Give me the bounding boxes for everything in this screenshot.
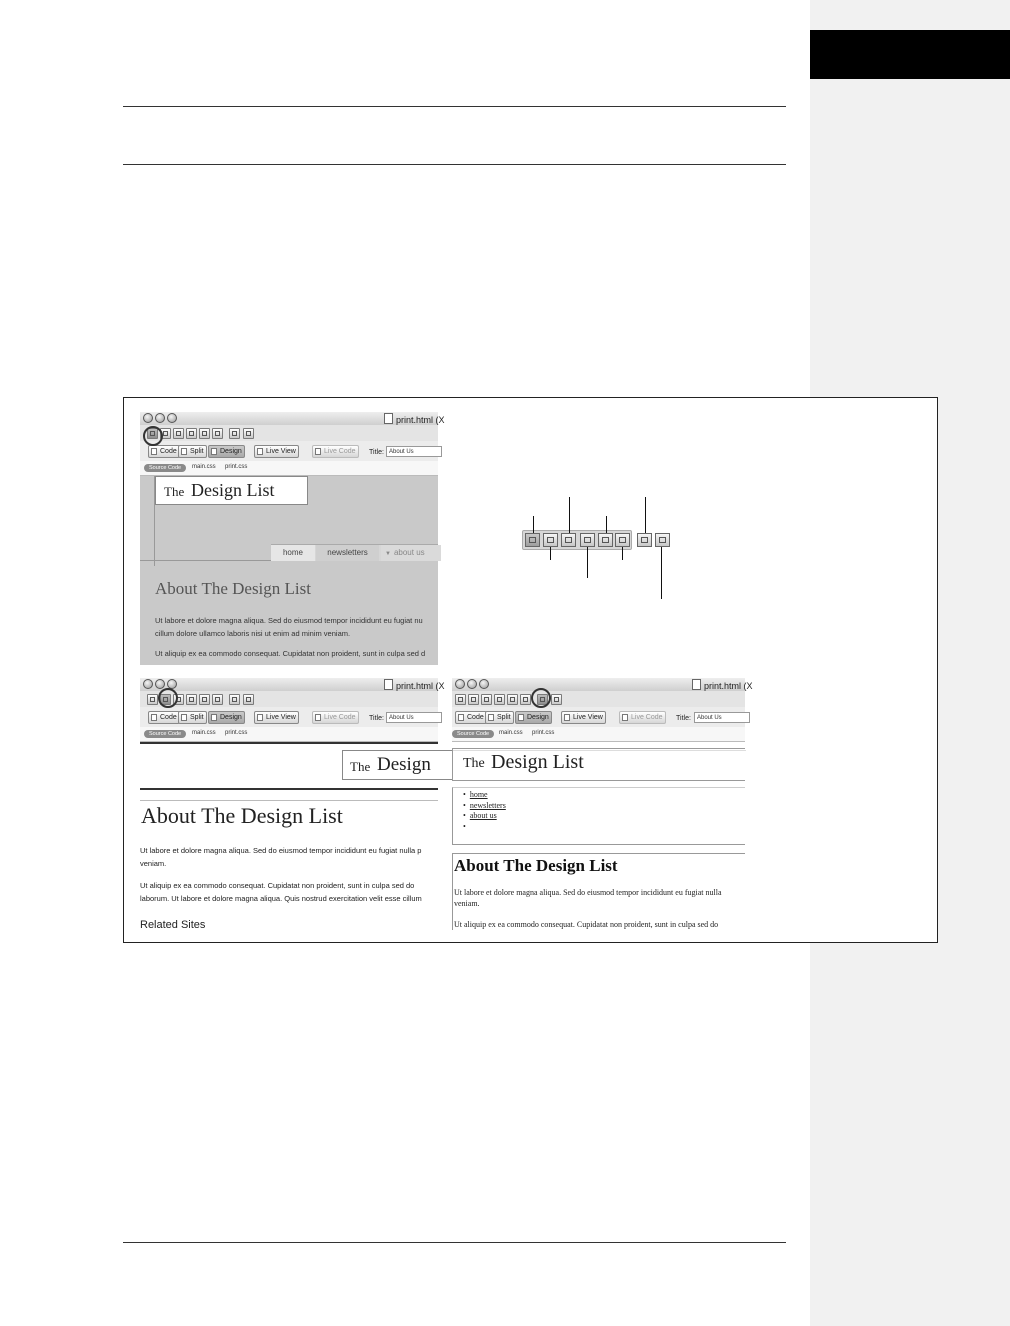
- toolbar-btn-4[interactable]: [186, 428, 197, 439]
- view-bar: [452, 707, 745, 728]
- close-light-icon[interactable]: [455, 679, 465, 689]
- live-view-button[interactable]: Live View: [254, 711, 299, 724]
- paragraph-2: Ut aliquip ex ea commodo consequat. Cupidatat non proident, sunt in culpa sed do: [140, 881, 415, 890]
- site-logo: [155, 476, 308, 505]
- chevron-down-icon: ▼: [385, 551, 391, 557]
- page-heading: About The Design List: [454, 856, 618, 875]
- nav-newsletters[interactable]: newsletters: [316, 545, 379, 561]
- leader-line-5: [606, 516, 607, 533]
- zoom-light-icon[interactable]: [167, 413, 177, 423]
- related-files-bar: [140, 727, 438, 742]
- split-button[interactable]: Split: [178, 445, 207, 458]
- live-code-button[interactable]: Live Code: [312, 711, 359, 724]
- nav-bar: [271, 544, 438, 561]
- toolbar-btn-2[interactable]: [468, 694, 479, 705]
- callout-btn-5[interactable]: [598, 533, 613, 547]
- toolbar-btn-5[interactable]: [199, 428, 210, 439]
- design-canvas: [140, 476, 438, 665]
- title-field[interactable]: About Us: [694, 712, 750, 723]
- title-bar: [140, 412, 445, 426]
- split-button[interactable]: Split: [178, 711, 207, 724]
- file-print-css[interactable]: print.css: [225, 730, 248, 736]
- live-view-button[interactable]: Live View: [254, 445, 299, 458]
- code-button[interactable]: Code: [148, 711, 180, 724]
- window-title: print.html (X: [692, 679, 753, 691]
- close-light-icon[interactable]: [143, 413, 153, 423]
- paragraph-2b: laborum. Ut labore et dolore magna aliqua. Quis nostrud exercitation velit esse cillum: [140, 894, 422, 903]
- file-main-css[interactable]: main.css: [192, 730, 216, 736]
- paragraph-1: Ut labore et dolore magna aliqua. Sed do eiusmod tempor incididunt eu fugiat nu: [155, 616, 423, 625]
- highlight-circle: [158, 688, 178, 708]
- code-button[interactable]: Code: [455, 711, 487, 724]
- minimize-light-icon[interactable]: [467, 679, 477, 689]
- document-icon: [384, 413, 393, 424]
- split-button[interactable]: Split: [485, 711, 514, 724]
- logo-the: The: [350, 759, 371, 774]
- rule-top: [140, 742, 438, 744]
- toolbar-btn-4[interactable]: [186, 694, 197, 705]
- title-label: Title:: [676, 715, 691, 722]
- toolbar-btn-1[interactable]: [147, 694, 158, 705]
- toolbar-btn-3[interactable]: [481, 694, 492, 705]
- window-title: print.html (X: [384, 413, 445, 425]
- header-rule-bottom: [123, 164, 786, 165]
- leader-line-8: [661, 547, 662, 599]
- toolbar-btn-8[interactable]: [243, 428, 254, 439]
- highlight-circle: [531, 688, 551, 708]
- nav-about-us[interactable]: ▼ about us: [381, 545, 441, 561]
- rule-thin: [140, 800, 438, 801]
- nav-item-empty: •: [463, 821, 466, 831]
- nav-line: [140, 560, 271, 561]
- related-files-bar: [140, 461, 438, 476]
- document-icon: [692, 679, 701, 690]
- toolbar-btn-6[interactable]: [212, 694, 223, 705]
- callout-btn-7[interactable]: [637, 533, 652, 547]
- code-button[interactable]: Code: [148, 445, 180, 458]
- leader-line-1: [533, 516, 534, 533]
- callout-btn-6[interactable]: [615, 533, 630, 547]
- live-code-button[interactable]: Live Code: [312, 445, 359, 458]
- chapter-tab: [810, 30, 1010, 79]
- callout-btn-8[interactable]: [655, 533, 670, 547]
- logo-name: Design List: [491, 751, 584, 773]
- nav-list: [452, 787, 745, 845]
- window-title: print.html (X: [384, 679, 445, 691]
- source-code-tab[interactable]: Source Code: [144, 464, 186, 472]
- page-heading: About The Design List: [141, 803, 343, 828]
- document-icon: [384, 679, 393, 690]
- paragraph-1b: veniam.: [454, 899, 480, 908]
- minimize-light-icon[interactable]: [155, 413, 165, 423]
- header-rule-top: [123, 106, 786, 107]
- toolbar-btn-7[interactable]: [229, 694, 240, 705]
- document-toolbar: [140, 425, 438, 441]
- toolbar-btn-5[interactable]: [507, 694, 518, 705]
- site-logo: [342, 750, 452, 780]
- window-bottom-right: [452, 678, 753, 930]
- callout-btn-2[interactable]: [543, 533, 558, 547]
- nav-home[interactable]: home: [271, 545, 315, 561]
- title-field[interactable]: About Us: [386, 446, 442, 457]
- zoom-light-icon[interactable]: [479, 679, 489, 689]
- source-code-tab[interactable]: Source Code: [144, 730, 186, 738]
- leader-line-2: [550, 547, 551, 560]
- header-box: [452, 748, 745, 781]
- nav-items: [463, 790, 506, 832]
- file-main-css[interactable]: main.css: [499, 730, 523, 736]
- paragraph-2: Ut aliquip ex ea commodo consequat. Cupidatat non proident, sunt in culpa sed d: [155, 649, 426, 658]
- paragraph-2: Ut aliquip ex ea commodo consequat. Cupidatat non proident, sunt in culpa sed do: [454, 920, 719, 929]
- document-toolbar: [140, 691, 438, 707]
- title-label: Title:: [369, 715, 384, 722]
- title-bar: [452, 678, 753, 692]
- logo-name: Design: [377, 754, 431, 775]
- paragraph-1: Ut labore et dolore magna aliqua. Sed do eiusmod tempor incididunt eu fugiat nulla p: [140, 846, 422, 855]
- toolbar-btn-5[interactable]: [199, 694, 210, 705]
- file-main-css[interactable]: main.css: [192, 464, 216, 470]
- leader-line-4: [587, 547, 588, 578]
- nav-item-about-us[interactable]: • about us: [463, 811, 497, 820]
- related-files-bar: [452, 727, 745, 742]
- design-button[interactable]: Design: [515, 711, 552, 724]
- toolbar-btn-1[interactable]: [455, 694, 466, 705]
- title-field[interactable]: About Us: [386, 712, 442, 723]
- callout-btn-3[interactable]: [561, 533, 576, 547]
- minimize-light-icon[interactable]: [155, 679, 165, 689]
- logo-the: The: [463, 756, 485, 771]
- leader-line-7: [645, 497, 646, 533]
- toolbar-btn-6[interactable]: [520, 694, 531, 705]
- footer-rule: [123, 1242, 786, 1243]
- view-bar: [140, 441, 438, 462]
- live-view-button[interactable]: Live View: [561, 711, 606, 724]
- view-bar: [140, 707, 438, 728]
- source-code-tab[interactable]: Source Code: [452, 730, 494, 738]
- paragraph-1b: cillum dolore ullamco laboris nisi ut enim ad minim veniam.: [155, 629, 351, 638]
- logo-name: Design List: [191, 480, 275, 500]
- rule-mid: [140, 788, 438, 790]
- callout-btn-4[interactable]: [580, 533, 595, 547]
- leader-line-3: [569, 497, 570, 533]
- nav-item-home[interactable]: • home: [463, 790, 488, 799]
- toolbar-btn-6[interactable]: [212, 428, 223, 439]
- related-sites-heading: Related Sites: [140, 919, 206, 931]
- window-bottom-left: [140, 678, 445, 931]
- toolbar-btn-3[interactable]: [173, 428, 184, 439]
- title-label: Title:: [369, 449, 384, 456]
- paragraph-1b: veniam.: [140, 859, 167, 868]
- toolbar-btn-7[interactable]: [229, 428, 240, 439]
- window-top-left: [140, 412, 445, 665]
- live-code-button[interactable]: Live Code: [619, 711, 666, 724]
- document-toolbar: [452, 691, 745, 707]
- close-light-icon[interactable]: [143, 679, 153, 689]
- title-bar: [140, 678, 445, 692]
- toolbar-btn-4[interactable]: [494, 694, 505, 705]
- leader-line-6: [622, 547, 623, 560]
- design-button[interactable]: Design: [208, 711, 245, 724]
- file-print-css[interactable]: print.css: [532, 730, 555, 736]
- paragraph-1: Ut labore et dolore magna aliqua. Sed do eiusmod tempor incididunt eu fugiat nulla: [454, 888, 722, 897]
- logo-the: The: [164, 484, 185, 499]
- toolbar-btn-8[interactable]: [551, 694, 562, 705]
- page-heading: About The Design List: [155, 579, 311, 598]
- design-button[interactable]: Design: [208, 445, 245, 458]
- file-print-css[interactable]: print.css: [225, 464, 248, 470]
- highlight-circle: [143, 426, 163, 446]
- toolbar-btn-8[interactable]: [243, 694, 254, 705]
- nav-item-newsletters[interactable]: • newsletters: [463, 800, 506, 810]
- callout-btn-1[interactable]: [525, 533, 540, 547]
